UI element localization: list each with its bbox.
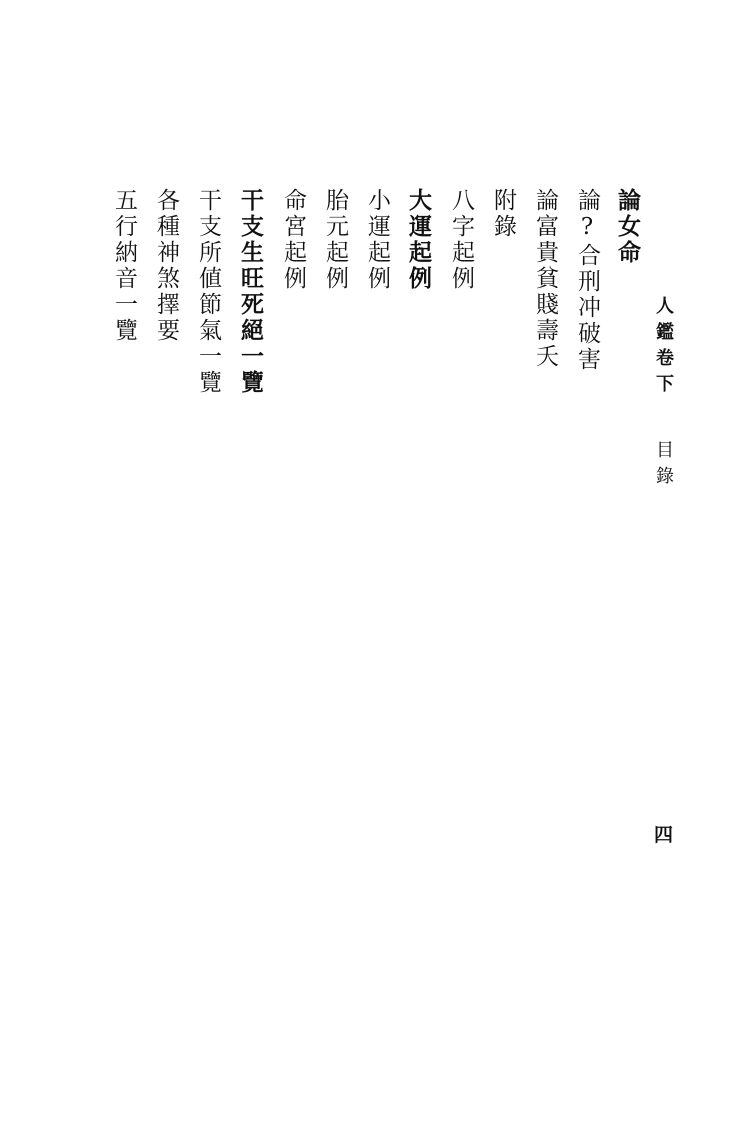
page-number: 四 <box>654 824 674 846</box>
toc-entry: 論?合刑冲破害 <box>574 188 600 373</box>
appendix-entry: 各種神煞擇要 <box>153 188 179 344</box>
book-title: 人鑑卷下 <box>653 296 674 400</box>
appendix-entry: 命宮起例 <box>280 188 306 292</box>
appendix-heading: 附錄 <box>490 188 516 240</box>
appendix-entry: 大運起例 <box>405 188 432 292</box>
appendix-entry: 干支生旺死絕一覽 <box>237 188 264 396</box>
appendix-entry: 小運起例 <box>364 188 390 292</box>
appendix-entry: 八字起例 <box>448 188 474 292</box>
appendix-entry: 胎元起例 <box>322 188 348 292</box>
toc-entry: 論富貴貧賤壽夭 <box>532 188 558 370</box>
section-title: 目錄 <box>653 440 674 492</box>
appendix-entry: 五行納音一覽 <box>111 188 137 344</box>
appendix-entry: 干支所値節氣一覽 <box>195 188 221 396</box>
toc-entry: 論女命 <box>614 188 641 266</box>
